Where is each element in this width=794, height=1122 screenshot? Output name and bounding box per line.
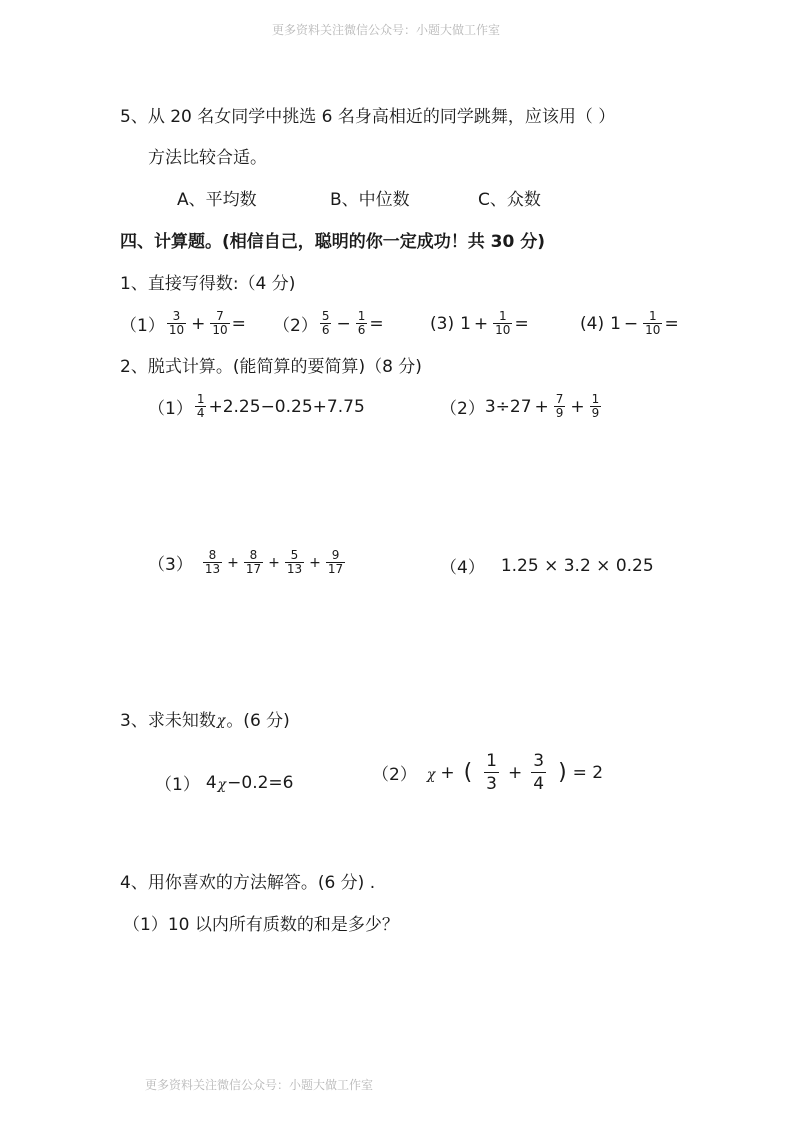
item-label: （3） [148,555,193,575]
option-b: B、中位数 [330,190,410,210]
denominator: 6 [357,323,366,337]
equals-result: = 2 [572,762,604,783]
denominator: 10 [495,323,511,337]
whole-number: 1 [460,313,471,334]
denominator: 17 [245,562,262,576]
denominator: 4 [196,406,205,420]
denominator: 3 [486,774,497,794]
watermark-bottom: 更多资料关注微信公众号：小题大做工作室 [145,1078,374,1092]
denominator: 13 [286,562,303,576]
item-label: （2） [372,765,417,785]
watermark-top: 更多资料关注微信公众号：小题大做工作室 [272,23,501,37]
p2-expr-1 [148,393,365,420]
question-5-line2: 方法比较合适。 [148,148,267,168]
expression-prefix: 3÷27 [484,396,532,417]
operator: + [309,554,321,571]
expression-rest: +2.25−0.25+7.75 [208,396,365,417]
operator: + [534,396,549,417]
fraction [356,310,368,337]
p3-eq-2 [372,750,603,795]
equals: = [231,313,246,334]
numerator: 3 [533,751,545,771]
fraction [493,310,512,337]
numerator: 7 [216,309,224,323]
numerator: 1 [357,309,366,323]
denominator: 10 [168,323,185,337]
numerator: 1 [648,309,657,323]
operator: − [623,313,639,334]
part-1-title: 1、直接写得数:（4 分) [120,274,296,294]
fraction [203,549,222,576]
operator: + [191,313,206,334]
p2-expr-2 [440,393,603,420]
equals: = [514,313,529,334]
operator: + [570,396,585,417]
numerator: 1 [498,309,507,323]
numerator: 1 [196,392,205,406]
numerator: 1 [486,751,497,771]
denominator: 9 [591,406,600,420]
numerator: 7 [555,392,564,406]
operator: + [227,554,239,571]
item-label: （2） [273,316,318,336]
fraction [554,393,566,420]
fraction [195,393,207,420]
variable: χ [216,712,226,729]
right-paren: ) [558,760,567,785]
item-label: (3) [430,313,455,334]
operator: + [440,762,455,783]
part-3-title [120,706,290,731]
denominator: 17 [327,562,344,576]
fraction [167,310,186,337]
left-paren: ( [463,760,473,785]
operator: − [336,313,351,334]
item-label: （1） [155,775,200,795]
p1-item-2 [273,310,384,337]
denominator: 9 [555,406,564,420]
item-label: （4） [440,558,485,578]
equation-rest: −0.2=6 [227,772,294,793]
variable: χ [426,766,436,783]
denominator: 6 [321,323,330,337]
section-title: 四、计算题。(相信自己，聪明的你一定成功！共 30 分) [120,232,546,252]
equals: = [664,313,679,334]
denominator: 10 [212,323,228,337]
numerator: 8 [208,548,217,562]
p2-expr-4 [440,553,654,578]
part-4-title: 4、用你喜欢的方法解答。(6 分) . [120,873,376,893]
equals: = [369,313,384,334]
fraction [643,310,662,337]
part-4-sub-1: （1）10 以内所有质数的和是多少？ [123,915,399,935]
denominator: 4 [533,774,545,794]
fraction [320,310,332,337]
whole-number: 1 [610,313,621,334]
numerator: 1 [591,392,600,406]
operator: + [473,313,489,334]
numerator: 3 [172,309,181,323]
item-label: (4) [580,313,605,334]
operator: + [268,554,280,571]
fraction [210,310,229,337]
p2-expr-3 [148,549,347,576]
fraction [590,393,602,420]
fraction [244,549,263,576]
option-a: A、平均数 [177,190,257,210]
variable: χ [217,776,227,793]
fraction [326,549,345,576]
denominator: 10 [645,323,661,337]
p3-eq-1 [155,770,293,795]
title-text: 3、求未知数 [120,711,216,731]
option-c: C、众数 [478,190,541,210]
title-text: 。(6 分) [226,711,290,731]
item-label: （1） [148,399,193,419]
numerator: 9 [331,548,340,562]
part-2-title: 2、脱式计算。(能简算的要简算)（8 分) [120,357,422,377]
fraction [285,549,304,576]
p1-item-4 [580,310,679,337]
fraction [484,750,499,795]
denominator: 13 [204,562,221,576]
question-5-line1: 5、从 20 名女同学中挑选 6 名身高相近的同学跳舞，应该用（ ） [120,107,616,127]
p1-item-1 [120,310,246,337]
item-label: （2） [440,399,485,419]
numerator: 8 [249,548,258,562]
fraction [531,750,546,795]
operator: + [507,762,523,783]
numerator: 5 [321,309,330,323]
numerator: 5 [290,548,299,562]
expression: 1.25 × 3.2 × 0.25 [500,555,654,576]
p1-item-3 [430,310,529,337]
item-label: （1） [120,316,165,336]
coefficient: 4 [205,772,217,793]
